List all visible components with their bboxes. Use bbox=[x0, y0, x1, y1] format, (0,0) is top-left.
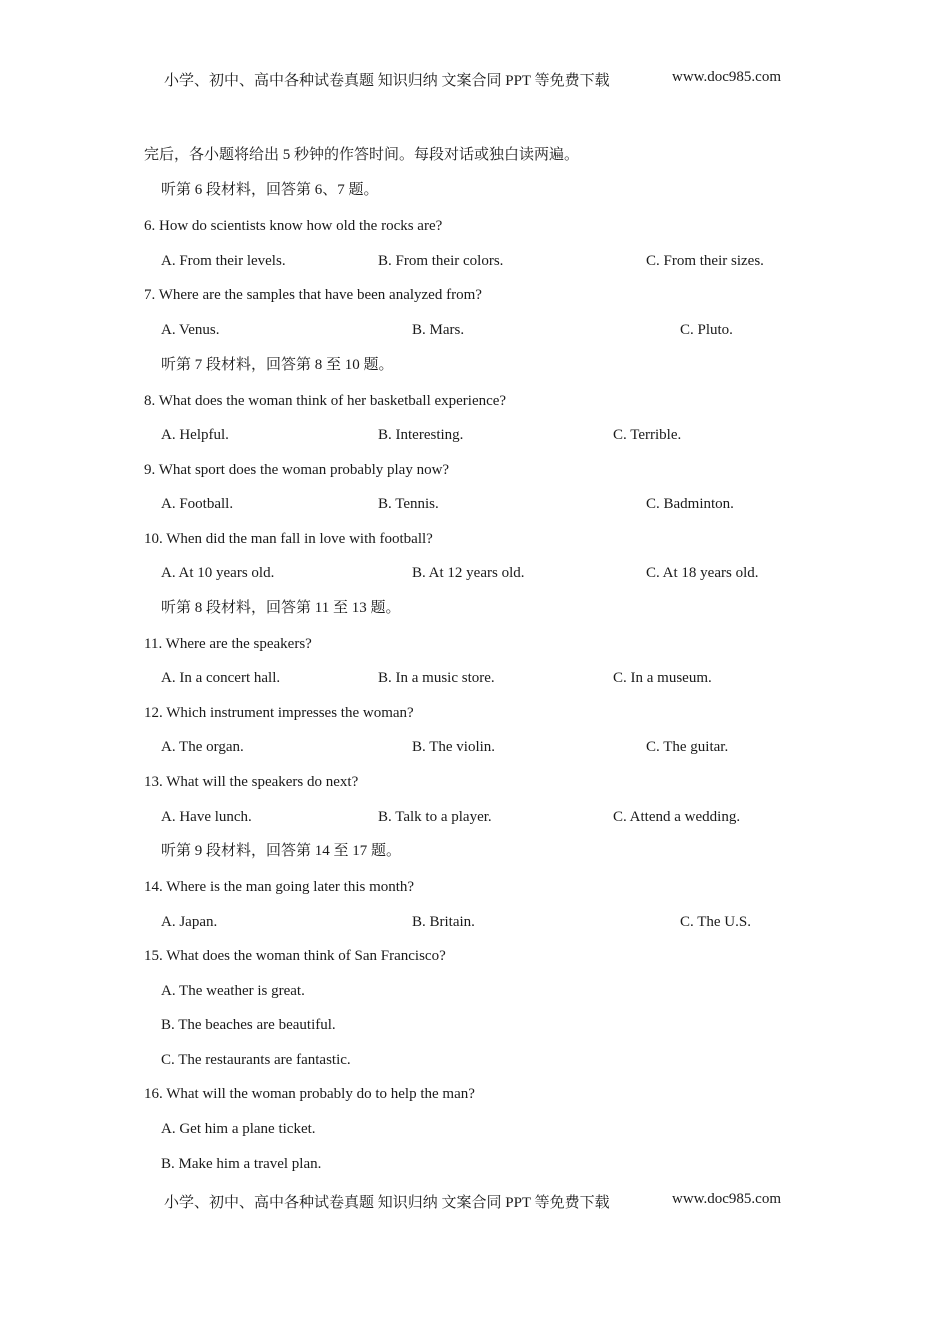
option-13a: A. Have lunch. bbox=[161, 809, 252, 825]
option-9a: A. Football. bbox=[161, 496, 234, 512]
option-7b: B. Mars. bbox=[412, 322, 465, 338]
page-footer bbox=[164, 1191, 782, 1212]
question-16: 16. What will the woman probably do to help the man? bbox=[144, 1086, 475, 1102]
question-7: 7. Where are the samples that have been analyzed from? bbox=[144, 287, 482, 303]
option-11b: B. In a music store. bbox=[378, 670, 495, 686]
option-9c: C. Badminton. bbox=[646, 496, 734, 512]
option-16b: B. Make him a travel plan. bbox=[161, 1156, 322, 1172]
option-10c: C. At 18 years old. bbox=[646, 565, 759, 581]
option-8b: B. Interesting. bbox=[378, 427, 464, 443]
question-12: 12. Which instrument impresses the woman? bbox=[144, 705, 414, 721]
option-11c: C. In a museum. bbox=[613, 670, 712, 686]
option-14b: B. Britain. bbox=[412, 914, 475, 930]
option-12c: C. The guitar. bbox=[646, 739, 729, 755]
option-7c: C. Pluto. bbox=[680, 322, 733, 338]
question-8: 8. What does the woman think of her basketball experience? bbox=[144, 393, 507, 409]
footer-url: www.doc985.com bbox=[672, 1191, 782, 1207]
header-url: www.doc985.com bbox=[672, 69, 782, 85]
option-14a: A. Japan. bbox=[161, 914, 218, 930]
option-6b: B. From their colors. bbox=[378, 253, 504, 269]
section-heading-8: 听第 8 段材料，回答第 11 至 13 题。 bbox=[161, 600, 401, 616]
question-15: 15. What does the woman think of San Francisco? bbox=[144, 948, 446, 964]
option-6c: C. From their sizes. bbox=[646, 253, 764, 269]
option-7a: A. Venus. bbox=[161, 322, 220, 338]
instructions-text: 完后，各小题将给出 5 秒钟的作答时间。每段对话或独白读两遍。 bbox=[144, 147, 580, 163]
option-8c: C. Terrible. bbox=[613, 427, 682, 443]
option-9b: B. Tennis. bbox=[378, 496, 439, 512]
page-header bbox=[164, 69, 782, 90]
section-heading-9: 听第 9 段材料，回答第 14 至 17 题。 bbox=[161, 843, 402, 859]
option-10a: A. At 10 years old. bbox=[161, 565, 275, 581]
option-11a: A. In a concert hall. bbox=[161, 670, 281, 686]
question-13: 13. What will the speakers do next? bbox=[144, 774, 359, 790]
option-14c: C. The U.S. bbox=[680, 914, 751, 930]
option-13b: B. Talk to a player. bbox=[378, 809, 492, 825]
question-11: 11. Where are the speakers? bbox=[144, 636, 312, 652]
question-9: 9. What sport does the woman probably play now? bbox=[144, 462, 450, 478]
question-14: 14. Where is the man going later this month? bbox=[144, 879, 415, 895]
header-text: 小学、初中、高中各种试卷真题 知识归纳 文案合同 PPT 等免费下载 bbox=[164, 73, 610, 89]
option-16a: A. Get him a plane ticket. bbox=[161, 1121, 316, 1137]
option-12a: A. The organ. bbox=[161, 739, 244, 755]
section-heading-7: 听第 7 段材料，回答第 8 至 10 题。 bbox=[161, 357, 394, 373]
option-15a: A. The weather is great. bbox=[161, 983, 305, 999]
option-6a: A. From their levels. bbox=[161, 253, 286, 269]
question-6: 6. How do scientists know how old the rocks are? bbox=[144, 218, 443, 234]
option-12b: B. The violin. bbox=[412, 739, 496, 755]
option-10b: B. At 12 years old. bbox=[412, 565, 525, 581]
option-8a: A. Helpful. bbox=[161, 427, 229, 443]
option-15c: C. The restaurants are fantastic. bbox=[161, 1052, 351, 1068]
section-heading-6: 听第 6 段材料，回答第 6、7 题。 bbox=[161, 182, 379, 198]
footer-text: 小学、初中、高中各种试卷真题 知识归纳 文案合同 PPT 等免费下载 bbox=[164, 1195, 610, 1211]
question-10: 10. When did the man fall in love with football? bbox=[144, 531, 433, 547]
option-15b: B. The beaches are beautiful. bbox=[161, 1017, 336, 1033]
option-13c: C. Attend a wedding. bbox=[613, 809, 741, 825]
